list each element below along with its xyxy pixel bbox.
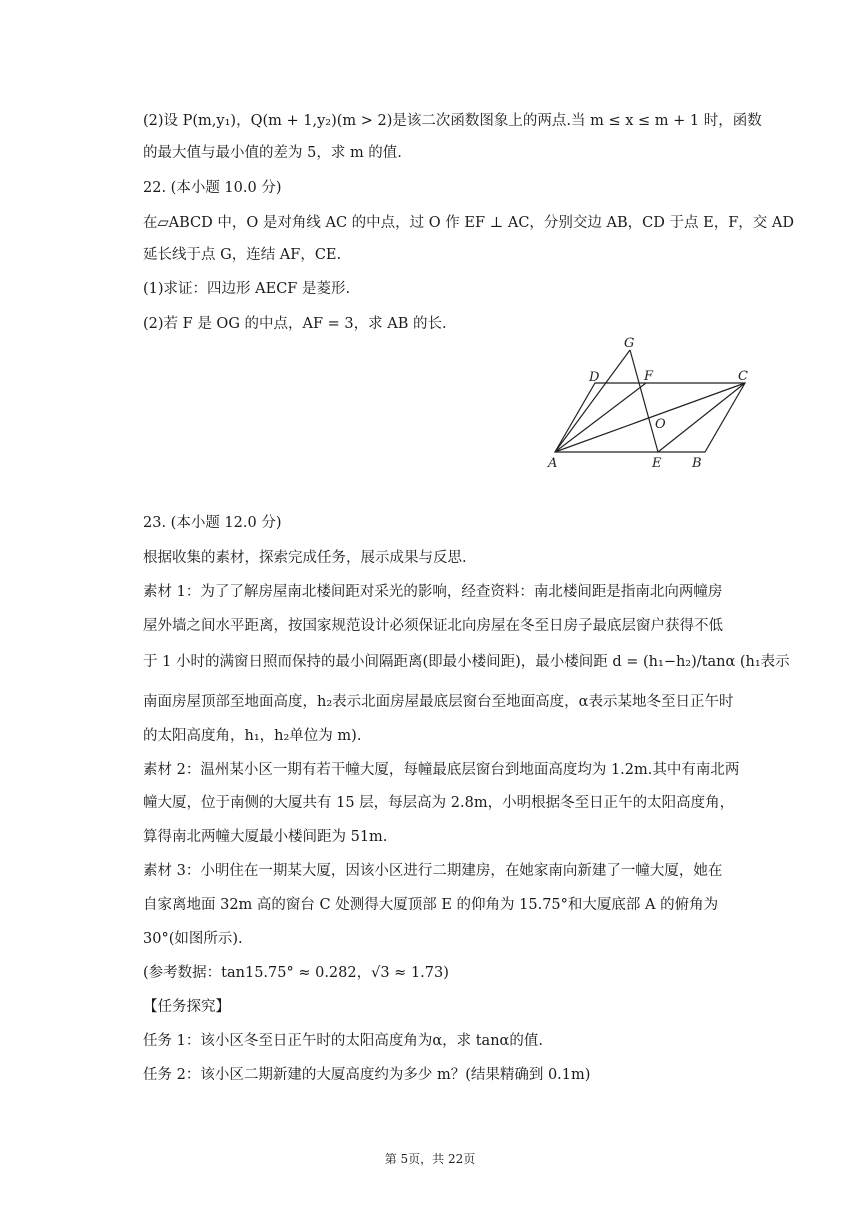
text-line: (2)设 P(m,y₁)，Q(m + 1,y₂)(m > 2)是该二次函数图象上的两点.当 m ≤ x ≤ m + 1 时，函数: [143, 113, 762, 129]
text-line: (参考数据：tan15.75° ≈ 0.282，√3 ≈ 1.73): [143, 965, 449, 981]
text-line: 30°(如图所示).: [143, 931, 243, 947]
text-line: 根据收集的素材，探索完成任务，展示成果与反思.: [143, 550, 467, 566]
text-line: 的太阳高度角，h₁，h₂单位为 m).: [143, 728, 362, 744]
question-heading: 23. (本小题 12.0 分): [143, 515, 282, 531]
section-heading: 【任务探究】: [143, 999, 230, 1015]
label-g: G: [624, 336, 635, 351]
label-d: D: [589, 370, 600, 385]
line-ge: [630, 350, 658, 452]
text-line: 于 1 小时的满窗日照而保持的最小间隔距离(即最小楼间距)，最小楼间距 d = (h₁−h₂)/tanα (h₁表示: [143, 654, 790, 670]
text-line: (1)求证：四边形 AECF 是菱形.: [143, 281, 351, 297]
line-ag: [555, 350, 630, 452]
page-footer: 第 5页，共 22页: [384, 1152, 476, 1166]
text-line: 南面房屋顶部至地面高度，h₂表示北面房屋最底层窗台至地面高度，α表示某地冬至日正午时: [143, 694, 734, 710]
text-line: 在▱ABCD 中，O 是对角线 AC 的中点，过 O 作 EF ⊥ AC，分别交边 AB，CD 于点 E，F，交 AD: [143, 215, 794, 231]
text-line: 任务 1：该小区冬至日正午时的太阳高度角为α，求 tanα的值.: [143, 1033, 543, 1049]
line-ac: [555, 383, 745, 452]
text-line: 素材 1：为了了解房屋南北楼间距对采光的影响，经查资料：南北楼间距是指南北向两幢房: [143, 584, 723, 600]
question-heading: 22. (本小题 10.0 分): [143, 180, 282, 196]
text-line: 素材 3：小明住在一期某大厦，因该小区进行二期建房，在她家南向新建了一幢大厦，她在: [143, 863, 723, 879]
text-line: 自家离地面 32m 高的窗台 C 处测得大厦顶部 E 的仰角为 15.75°和大厦底部 A 的俯角为: [143, 897, 719, 913]
label-b: B: [692, 456, 702, 471]
text-line: 屋外墙之间水平距离，按国家规范设计必须保证北向房屋在冬至日房子最底层窗户获得不低: [143, 618, 723, 634]
label-c: C: [738, 369, 748, 384]
text-line: (2)若 F 是 OG 的中点，AF = 3，求 AB 的长.: [143, 316, 447, 332]
text-line: 延长线于点 G，连结 AF，CE.: [143, 247, 342, 263]
parallelogram-figure: [540, 336, 760, 476]
text-line: 算得南北两幢大厦最小楼间距为 51m.: [143, 829, 388, 845]
label-a: A: [548, 456, 558, 471]
text-line: 素材 2：温州某小区一期有若干幢大厦，每幢最底层窗台到地面高度均为 1.2m.其中有南北两: [143, 762, 740, 778]
text-line: 任务 2：该小区二期新建的大厦高度约为多少 m？(结果精确到 0.1m): [143, 1067, 591, 1083]
text-line: 的最大值与最小值的差为 5，求 m 的值.: [143, 145, 402, 161]
label-e: E: [652, 456, 662, 471]
label-o: O: [655, 417, 666, 432]
line-ec: [658, 383, 745, 452]
line-af: [555, 383, 646, 452]
text-line: 幢大厦，位于南侧的大厦共有 15 层，每层高为 2.8m，小明根据冬至日正午的太阳高度角，: [143, 795, 735, 811]
label-f: F: [644, 369, 654, 384]
